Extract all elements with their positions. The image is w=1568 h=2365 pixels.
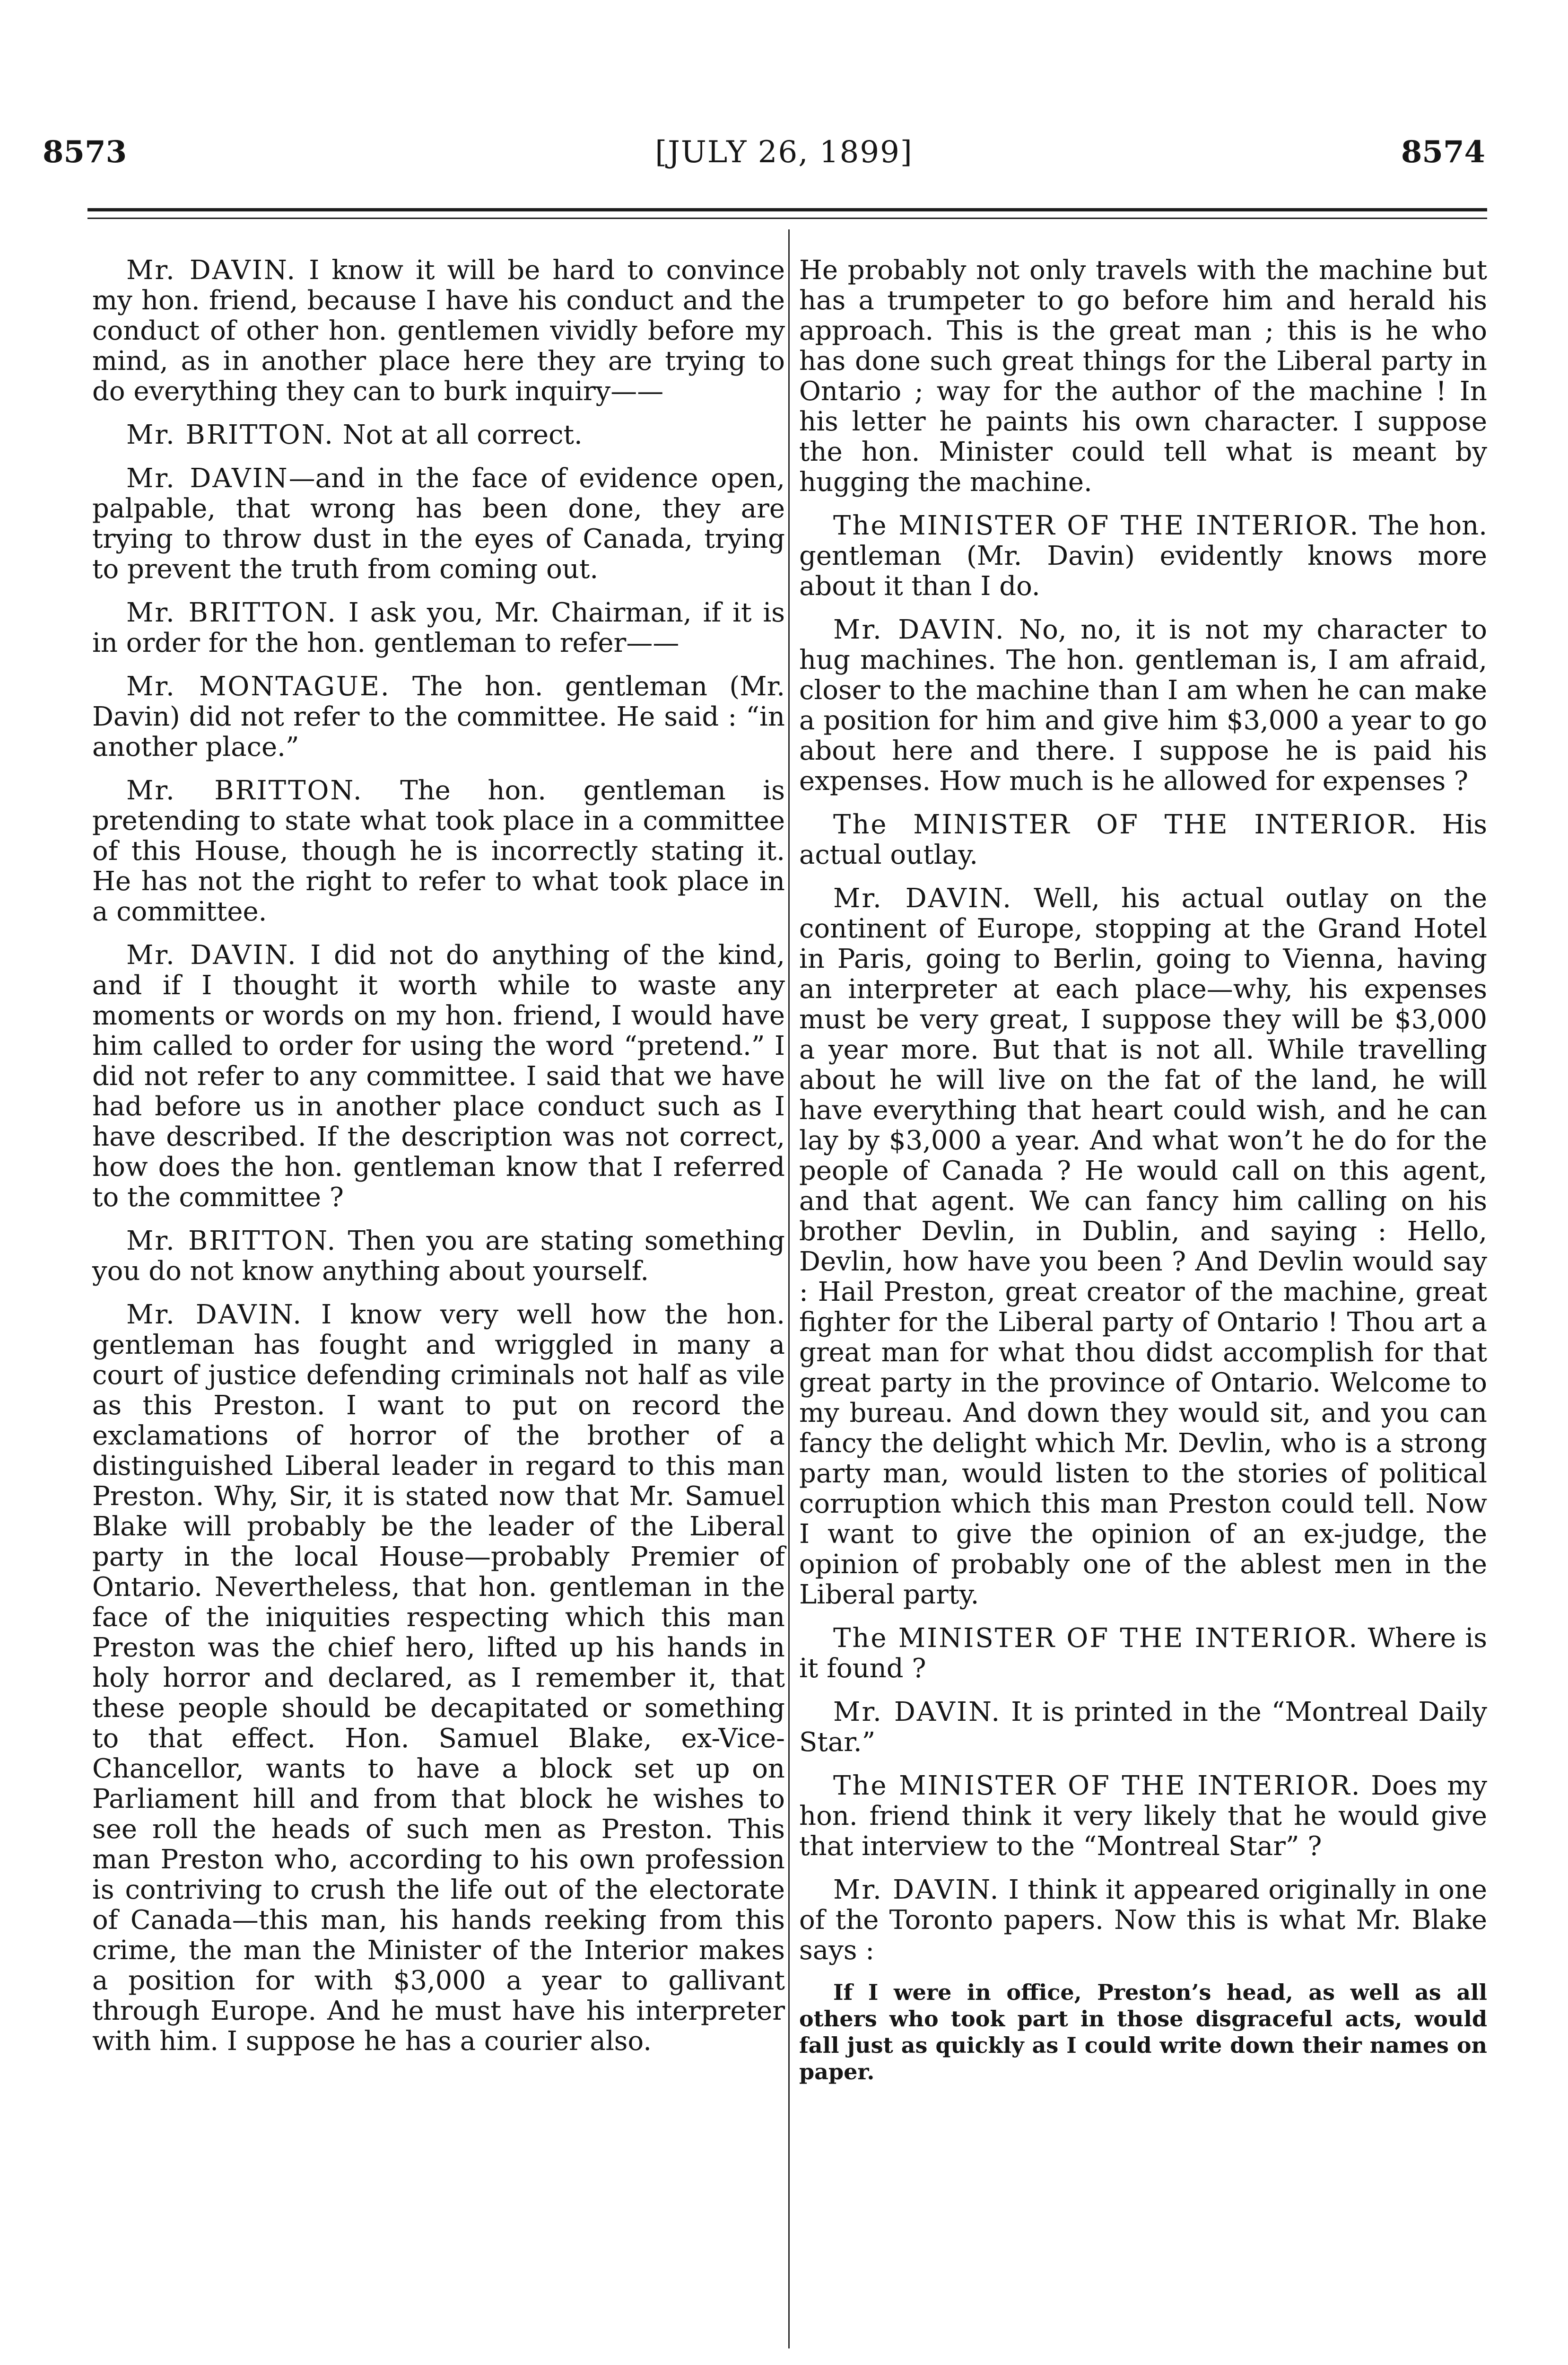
speech-text: Where is it found ?: [799, 1623, 1487, 1684]
speaker-name: Mr. DAVIN.: [833, 883, 1013, 914]
paragraph: [92, 776, 785, 927]
speech-text: I did not do anything of the kind, and if I thought it worth while to waste any moments or words on my hon. friend, I would have him called to order for using the word “pretend.” I did not refer to any committee. I said that we have had before us in another place conduct such as I have described. If the description was not correct, how does the hon. gentleman know that I referred to the committee ?: [92, 940, 785, 1213]
speaker-name: Mr. BRITTON.: [126, 1226, 337, 1256]
paragraph: [799, 1697, 1487, 1758]
paragraph: [799, 615, 1487, 797]
speech-text: Does my hon. friend think it very likely that he would give that interview to the “Montreal Star” ?: [799, 1770, 1488, 1862]
header-rule-thin: [87, 218, 1487, 219]
speech-text: —and in the face of evidence open, palpable, that wrong has been done, they are trying to throw dust in the eyes of Canada, trying to prevent the truth from coming out.: [92, 463, 785, 585]
left-column: [92, 255, 785, 2070]
paragraph: [799, 511, 1487, 602]
speaker-name: The MINISTER OF THE INTERIOR.: [833, 1770, 1361, 1801]
paragraph: [92, 1300, 785, 2057]
paragraph: [799, 1875, 1487, 1966]
page-number-left: 8573: [43, 134, 127, 170]
speaker-name: Mr. DAVIN.: [126, 1299, 303, 1330]
page-date: [JULY 26, 1899]: [655, 135, 913, 170]
header-rule-thick: [87, 208, 1487, 211]
speaker-name: Mr. DAVIN.: [833, 1697, 1002, 1727]
paragraph: [799, 255, 1487, 498]
speech-text: I know very well how the hon. gentleman has fought and wriggled in many a court of justice defending criminals not half as vile as this Preston. I want to put on record the exclamations of horror of the brother of a distinguished Liberal leader in regard to this man Preston. Why, Sir, it is stated now that Mr. Samuel Blake will probably be the leader of the Liberal party in the local House—probably Premier of Ontario. Nevertheless, that hon. gentleman in the face of the iniquities respecting which this man Preston was the chief hero, lifted up his hands in holy horror and declared, as I remember it, that these people should be decapitated or something to that effect. Hon. Samuel Blake, ex-Vice-Chancellor, wants to have a block set up on Parliament hill and from that block he wishes to see roll the heads of such men as Preston. This man Preston who, according to his own profession is contriving to crush the life out of the electorate of Canada—this man, his hands reeking from this crime, the man the Minister of the Interior makes a position for with $3,000 a year to gallivant through Europe. And he must have his interpreter with him. I suppose he has a courier also.: [92, 1299, 785, 2057]
paragraph: [92, 464, 785, 585]
column-divider: [788, 229, 790, 2348]
paragraph: [92, 255, 785, 407]
speech-text: Well, his actual outlay on the continent of Europe, stopping at the Grand Hotel in Paris, going to Berlin, going to Vienna, having an interpreter at each place—why, his expenses must be very great, I suppose they will be $3,000 a year more. But that is not all. While travelling about he will live on the fat of the land, he will have everything that heart could wish, and he can lay by $3,000 a year. And what won’t he do for the people of Canada ? He would call on this agent, and that agent. We can fancy him calling on his brother Devlin, in Dublin, and saying : Hello, Devlin, how have you been ? And Devlin would say : Hail Preston, great creator of the machine, great fighter for the Liberal party of Ontario ! Thou art a great man for what thou didst accomplish for that great party in the province of Ontario. Welcome to my bureau. And down they would sit, and you can fancy the delight which Mr. Devlin, who is a strong party man, would listen to the stories of political corruption which this man Preston could tell. Now I want to give the opinion of an ex-judge, the opinion of probably one of the ablest men in the Liberal party.: [799, 883, 1487, 1610]
speaker-name: Mr. DAVIN.: [126, 255, 297, 286]
speaker-name: Mr. DAVIN.: [833, 1874, 1000, 1905]
paragraph: [92, 420, 785, 450]
right-column: [799, 255, 1487, 2085]
speech-text: I ask you, Mr. Chairman, if it is in order for the hon. gentleman to refer——: [92, 597, 785, 658]
speaker-name: Mr. DAVIN: [126, 463, 289, 494]
paragraph: [92, 1226, 785, 1287]
page-header: [0, 0, 1568, 208]
speech-text: Not at all correct.: [342, 420, 583, 450]
speech-text: Then you are stating something you do not know anything about yourself.: [92, 1226, 785, 1287]
speaker-name: Mr. BRITTON.: [126, 775, 363, 806]
page-number-right: 8574: [1401, 134, 1485, 170]
speaker-name: The MINISTER OF THE INTERIOR.: [833, 1623, 1359, 1654]
speaker-name: Mr. DAVIN.: [833, 614, 1005, 645]
speech-text: I know it will be hard to convince my hon. friend, because I have his conduct and the conduct of other hon. gentlemen vividly before my mind, as in another place here they are trying to do everything they can to burk inquiry——: [92, 255, 785, 407]
paragraph: [799, 1771, 1487, 1862]
paragraph: [799, 810, 1487, 870]
speech-text: The hon. gentleman (Mr. Davin) did not refer to the committee. He said : “in another place.”: [92, 671, 785, 762]
speech-text: The hon. gentleman is pretending to state what took place in a committee of this House, though he is incorrectly stating it. He has not the right to refer to what took place in a committee.: [92, 775, 785, 927]
speaker-name: The MINISTER OF THE INTERIOR.: [833, 809, 1418, 840]
paragraph: [799, 884, 1487, 1610]
speech-text: I think it appeared originally in one of the Toronto papers. Now this is what Mr. Blake says :: [799, 1874, 1488, 1966]
paragraph: [92, 672, 785, 762]
speaker-name: Mr. DAVIN.: [126, 940, 297, 971]
speech-text: No, no, it is not my character to hug machines. The hon. gentleman is, I am afraid, closer to the machine than I am when he can make a position for him and give him $3,000 a year to go about here and there. I suppose he is paid his expenses. How much is he allowed for expenses ?: [799, 614, 1487, 797]
paragraph: [92, 598, 785, 658]
speaker-name: Mr. BRITTON.: [126, 420, 334, 450]
paragraph: [92, 940, 785, 1213]
speech-text: It is printed in the “Montreal Daily Star.”: [799, 1697, 1487, 1758]
blake-quote: If I were in office, Preston’s head, as well as all others who took part in those disgraceful acts, would fall just as quickly as I could write down their names on paper.: [799, 1980, 1487, 2085]
speaker-name: The MINISTER OF THE INTERIOR.: [833, 510, 1360, 541]
speaker-name: Mr. MONTAGUE.: [126, 671, 391, 702]
speech-text: His actual outlay.: [799, 809, 1487, 870]
speaker-name: Mr. BRITTON.: [126, 597, 337, 628]
speech-text: He probably not only travels with the machine but has a trumpeter to go before him and herald his approach. This is the great man ; this is he who has done such great things for the Liberal party in Ontario ; way for the author of the machine ! In his letter he paints his own character. I suppose the hon. Minister could tell what is meant by hugging the machine.: [799, 255, 1487, 498]
paragraph: [799, 1623, 1487, 1684]
speech-text: The hon. gentleman (Mr. Davin) evidently knows more about it than I do.: [799, 510, 1487, 602]
